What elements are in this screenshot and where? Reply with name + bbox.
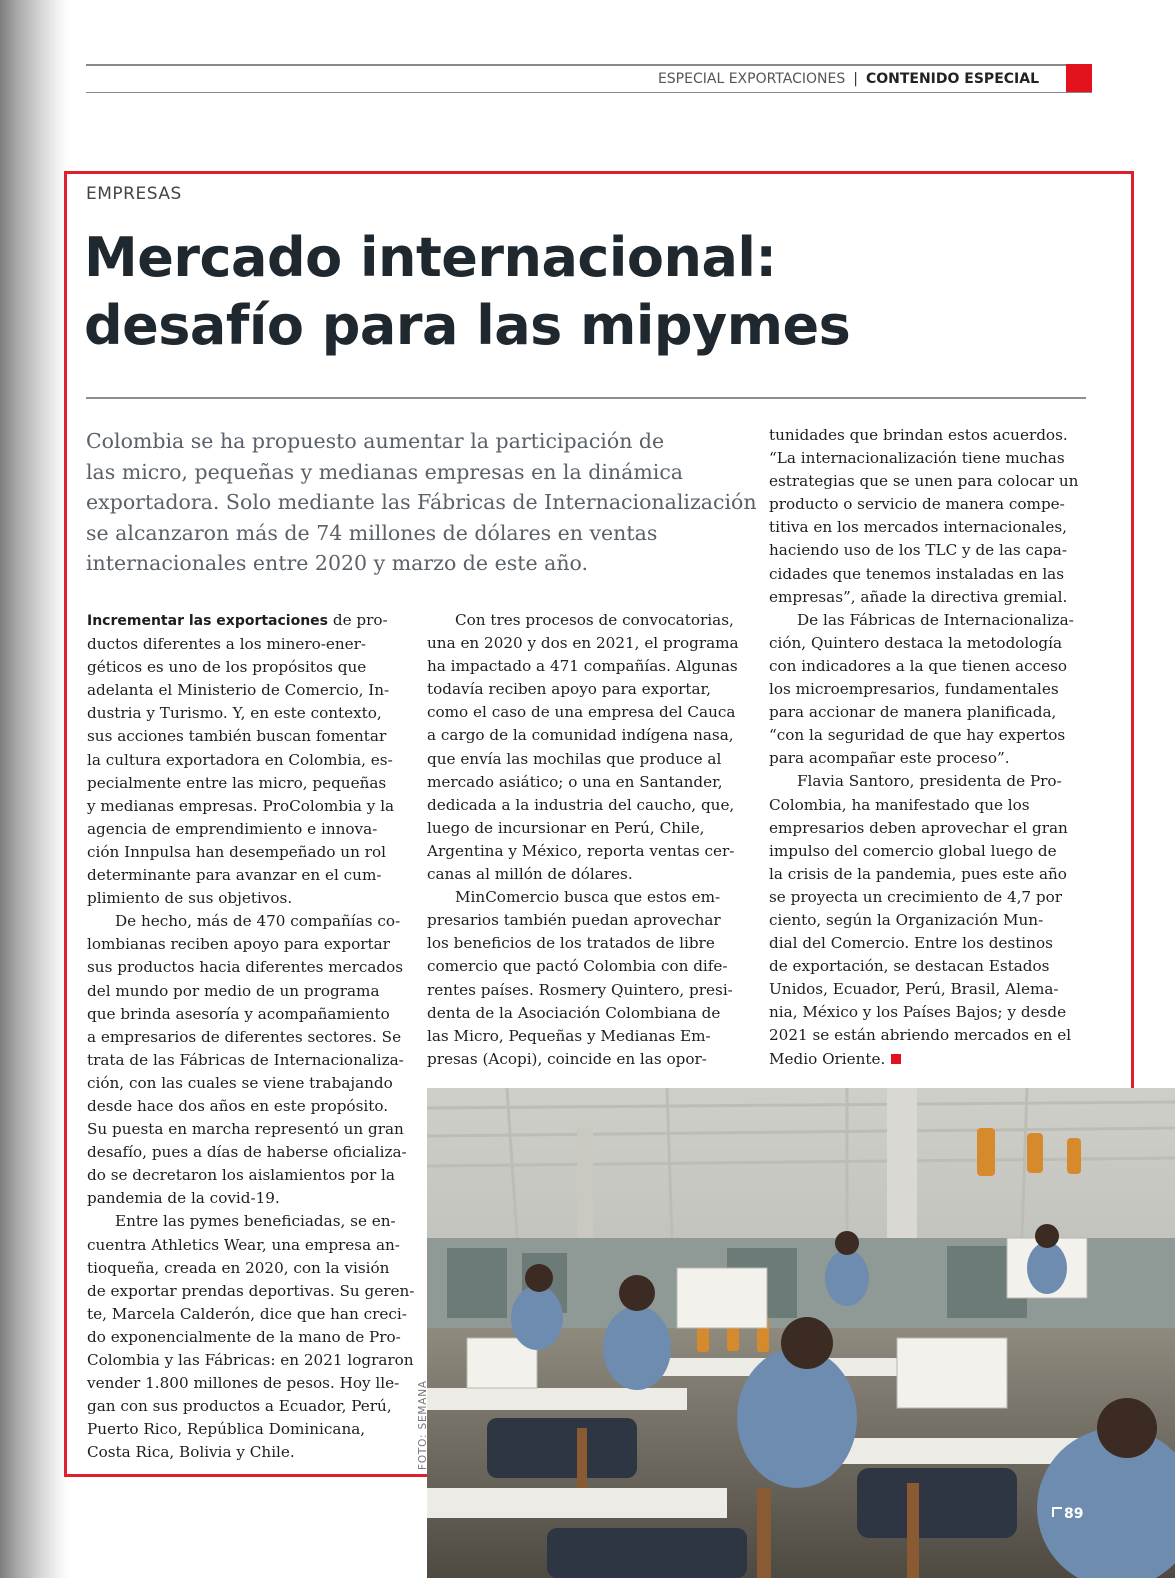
body-column-2 bbox=[427, 609, 745, 1071]
running-head-label: CONTENIDO ESPECIAL bbox=[865, 71, 1039, 87]
body-line: “La internacionalización tiene muchas bbox=[769, 449, 1065, 468]
body-line: y medianas empresas. ProColombia y la bbox=[87, 796, 395, 815]
body-line: canas al millón de dólares. bbox=[427, 865, 633, 884]
body-line: luego de incursionar en Perú, Chile, bbox=[427, 818, 705, 837]
page-number-corner bbox=[1052, 1507, 1062, 1517]
body-line: De las Fábricas de Internacionaliza- bbox=[797, 610, 1074, 629]
body-line: pecialmente entre las micro, pequeñas bbox=[87, 773, 387, 792]
body-line: la cultura exportadora en Colombia, es- bbox=[87, 750, 393, 769]
headline-line-1: Mercado internacional: bbox=[84, 226, 777, 289]
body-line: Unidos, Ecuador, Perú, Brasil, Alema- bbox=[769, 980, 1059, 999]
factory-illustration bbox=[427, 1088, 1175, 1578]
factory-photo bbox=[427, 1088, 1175, 1578]
body-line: ción Innpulsa han desempeñado un rol bbox=[87, 842, 386, 861]
body-line: “con la seguridad de que hay expertos bbox=[769, 726, 1066, 745]
body-line: con indicadores a la que tienen acceso bbox=[769, 656, 1068, 675]
body-line: dustria y Turismo. Y, en este contexto, bbox=[87, 704, 382, 723]
body-line: trata de las Fábricas de Internacionaliza- bbox=[87, 1050, 404, 1069]
article-headline bbox=[84, 224, 1084, 360]
body-line bbox=[87, 609, 403, 633]
lede-line: las micro, pequeñas y medianas empresas en la dinámica bbox=[86, 459, 684, 484]
body-line: do exponencialmente de la mano de Pro- bbox=[87, 1327, 401, 1346]
body-line: ciento, según la Organización Mun- bbox=[769, 910, 1044, 929]
body-line: plimiento de sus objetivos. bbox=[87, 889, 293, 908]
body-line: empresas”, añade la directiva gremial. bbox=[769, 587, 1068, 606]
body-line: presarios también puedan aprovechar bbox=[427, 911, 721, 930]
body-line: cidades que tenemos instaladas en las bbox=[769, 564, 1065, 583]
body-line: una en 2020 y dos en 2021, el programa bbox=[427, 634, 739, 653]
body-line: Argentina y México, reporta ventas cer- bbox=[427, 841, 735, 860]
running-head-separator: | bbox=[853, 71, 858, 87]
running-head-section: ESPECIAL EXPORTACIONES bbox=[657, 71, 846, 87]
body-line: do se decretaron los aislamientos por la bbox=[87, 1166, 395, 1185]
body-line: ción, con las cuales se viene trabajando bbox=[87, 1073, 393, 1092]
body-line: sus productos hacia diferentes mercados bbox=[87, 958, 404, 977]
body-line: para accionar de manera planificada, bbox=[769, 703, 1057, 722]
body-line: lombianas reciben apoyo para exportar bbox=[87, 935, 390, 954]
body-line: como el caso de una empresa del Cauca bbox=[427, 703, 736, 722]
lead-in-bold: Incrementar las exportaciones bbox=[87, 613, 329, 629]
body-line: dial del Comercio. Entre los destinos bbox=[769, 934, 1053, 953]
body-line: De hecho, más de 470 compañías co- bbox=[115, 912, 401, 931]
body-line: Puerto Rico, República Dominicana, bbox=[87, 1420, 366, 1439]
body-line: Su puesta en marcha representó un gran bbox=[87, 1120, 404, 1139]
body-line: los microempresarios, fundamentales bbox=[769, 680, 1059, 699]
body-line: determinante para avanzar en el cum- bbox=[87, 866, 382, 885]
body-column-1 bbox=[87, 609, 415, 1464]
body-line: a cargo de la comunidad indígena nasa, bbox=[427, 726, 734, 745]
section-kicker: EMPRESAS bbox=[86, 184, 182, 204]
body-line: empresarios deben aprovechar el gran bbox=[769, 818, 1068, 837]
body-line bbox=[769, 1048, 1087, 1071]
page-number: 89 bbox=[1064, 1506, 1084, 1522]
body-line: pandemia de la covid-19. bbox=[87, 1189, 280, 1208]
body-line: impulso del comercio global luego de bbox=[769, 841, 1057, 860]
body-line: las Micro, Pequeñas y Medianas Em- bbox=[427, 1026, 711, 1045]
body-column-3 bbox=[769, 424, 1087, 1071]
body-line: tioqueña, creada en 2020, con la visión bbox=[87, 1258, 390, 1277]
end-of-article-mark bbox=[891, 1054, 901, 1064]
body-line: Colombia y las Fábricas: en 2021 lograron bbox=[87, 1351, 414, 1369]
headline-line-2: desafío para las mipymes bbox=[84, 294, 851, 357]
body-line: ción, Quintero destaca la metodología bbox=[769, 633, 1063, 652]
body-line: vender 1.800 millones de pesos. Hoy lle- bbox=[87, 1374, 400, 1393]
lede-line: se alcanzaron más de 74 millones de dólares en ventas bbox=[86, 520, 658, 545]
title-divider bbox=[86, 397, 1086, 399]
body-line: dedicada a la industria del caucho, que, bbox=[427, 795, 735, 814]
body-line: los beneficios de los tratados de libre bbox=[427, 934, 715, 953]
body-line: te, Marcela Calderón, dice que han creci- bbox=[87, 1304, 407, 1323]
body-line: denta de la Asociación Colombiana de bbox=[427, 1003, 721, 1022]
body-line: para acompañar este proceso”. bbox=[769, 749, 1010, 768]
body-line: desde hace dos años en este propósito. bbox=[87, 1096, 389, 1115]
header-rule-top bbox=[86, 64, 1092, 66]
body-line: ductos diferentes a los minero-ener- bbox=[87, 635, 367, 654]
photo-credit: FOTO: SEMANA bbox=[417, 1380, 429, 1470]
body-line: que brinda asesoría y acompañamiento bbox=[87, 1004, 390, 1023]
body-line: cuentra Athletics Wear, una empresa an- bbox=[87, 1235, 400, 1254]
body-line: comercio que pactó Colombia con dife- bbox=[427, 957, 728, 976]
running-head bbox=[658, 69, 1039, 89]
body-line: a empresarios de diferentes sectores. Se bbox=[87, 1027, 402, 1046]
body-line: la crisis de la pandemia, pues este año bbox=[769, 864, 1067, 883]
body-line: del mundo por medio de un programa bbox=[87, 981, 380, 1000]
body-line: de exportar prendas deportivas. Su geren- bbox=[87, 1281, 415, 1300]
body-line: producto o servicio de manera compe- bbox=[769, 495, 1065, 514]
body-line: Costa Rica, Bolivia y Chile. bbox=[87, 1443, 295, 1462]
body-line: nia, México y los Países Bajos; y desde bbox=[769, 1003, 1067, 1022]
body-line: todavía reciben apoyo para exportar, bbox=[427, 680, 711, 699]
body-line: 2021 se están abriendo mercados en el bbox=[769, 1026, 1072, 1045]
body-line: adelanta el Ministerio de Comercio, In- bbox=[87, 681, 390, 700]
header-rule-bottom bbox=[86, 92, 1092, 93]
body-line: rentes países. Rosmery Quintero, presi- bbox=[427, 980, 733, 999]
body-line: mercado asiático; o una en Santander, bbox=[427, 772, 723, 791]
body-line-text: de pro- bbox=[328, 611, 388, 629]
section-color-tab bbox=[1066, 64, 1092, 93]
body-line: Con tres procesos de convocatorias, bbox=[455, 611, 734, 629]
lede-line: exportadora. Solo mediante las Fábricas de Internacionalización bbox=[86, 490, 757, 514]
body-line: haciendo uso de los TLC y de las capa- bbox=[769, 541, 1067, 560]
body-line: Flavia Santoro, presidenta de Pro- bbox=[797, 772, 1062, 791]
body-line: MinComercio busca que estos em- bbox=[455, 888, 721, 907]
body-line: tunidades que brindan estos acuerdos. bbox=[769, 426, 1068, 444]
body-line: que envía las mochilas que produce al bbox=[427, 749, 722, 768]
lede-line: Colombia se ha propuesto aumentar la participación de bbox=[86, 429, 665, 453]
body-line: estrategias que se unen para colocar un bbox=[769, 472, 1079, 491]
body-line: géticos es uno de los propósitos que bbox=[87, 658, 367, 677]
body-line: desafío, pues a días de haberse oficializa- bbox=[87, 1143, 407, 1162]
body-line: agencia de emprendimiento e innova- bbox=[87, 819, 378, 838]
body-line-text: Medio Oriente. bbox=[769, 1049, 886, 1068]
body-line: presas (Acopi), coincide en las opor- bbox=[427, 1049, 707, 1068]
body-line: gan con sus productos a Ecuador, Perú, bbox=[87, 1397, 392, 1416]
body-line: se proyecta un crecimiento de 4,7 por bbox=[769, 887, 1063, 906]
body-line: sus acciones también buscan fomentar bbox=[87, 727, 387, 746]
article-lede bbox=[86, 426, 757, 579]
body-line: de exportación, se destacan Estados bbox=[769, 957, 1050, 976]
body-line: Entre las pymes beneficiadas, se en- bbox=[115, 1212, 396, 1231]
lede-line: internacionales entre 2020 y marzo de este año. bbox=[86, 551, 589, 575]
body-line: titiva en los mercados internacionales, bbox=[769, 518, 1067, 537]
body-line: Colombia, ha manifestado que los bbox=[769, 795, 1030, 814]
body-line: ha impactado a 471 compañías. Algunas bbox=[427, 657, 738, 676]
